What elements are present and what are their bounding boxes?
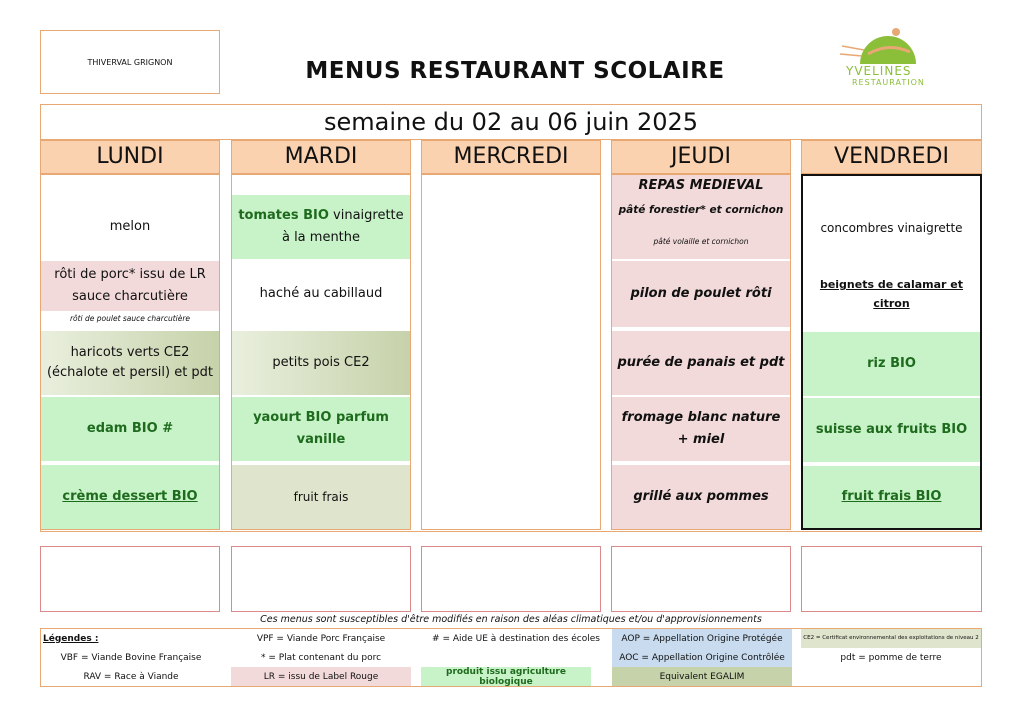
school-name-box (40, 30, 220, 94)
lundi-dessert: crème dessert BIO (41, 465, 219, 529)
day-header-mercredi: MERCREDI (421, 140, 601, 174)
lundi-plat: rôti de porc* issu de LR sauce charcutière (41, 261, 219, 311)
day-header-vendredi: VENDREDI (801, 140, 982, 174)
mardi-entree-rest: vinaigrette à la menthe (281, 207, 404, 245)
lundi-plat-alternative: rôti de poulet sauce charcutière (69, 313, 191, 323)
legend-ce2: CE2 = Certificat environnemental des exploitations de niveau 2 (801, 629, 981, 648)
vendredi-plat: beignets de calamar et citron (819, 278, 964, 310)
goûter-box-lundi (40, 546, 220, 612)
mardi-laitage: yaourt BIO parfum vanille (232, 397, 410, 461)
page-title: MENUS RESTAURANT SCOLAIRE (305, 58, 725, 84)
legend-egalim: Equivalent EGALIM (612, 667, 792, 686)
column-jeudi (611, 174, 791, 530)
vendredi-dessert: fruit frais BIO (803, 466, 980, 528)
column-lundi (40, 174, 220, 530)
jeudi-dessert: grillé aux pommes (612, 465, 790, 529)
goûter-box-mardi (231, 546, 411, 612)
vendredi-entree: concombres vinaigrette (820, 220, 963, 235)
jeudi-plat: pilon de poulet rôti (612, 261, 790, 327)
goûter-box-vendredi (801, 546, 982, 612)
jeudi-legume: purée de panais et pdt (612, 331, 790, 395)
disclaimer: Ces menus sont susceptibles d'être modifiés en raison des aléas climatiques et/ou d'approvisionnements (260, 614, 762, 625)
goûter-box-jeudi (611, 546, 791, 612)
jeudi-theme: REPAS MEDIEVAL (612, 175, 790, 197)
lundi-legume: haricots verts CE2 (échalote et persil) et pdt (41, 331, 219, 395)
legend-pdt: pdt = pomme de terre (840, 652, 942, 663)
day-header-lundi: LUNDI (40, 140, 220, 174)
goûter-box-mercredi (421, 546, 601, 612)
column-vendredi (801, 174, 982, 530)
legend-vpf: VPF = Viande Porc Française (256, 633, 386, 644)
legend-porc: * = Plat contenant du porc (260, 652, 382, 663)
legend-box (40, 628, 982, 687)
legend-aop: AOP = Appellation Origine Protégée (612, 629, 792, 648)
mardi-entree (232, 195, 410, 259)
mardi-dessert: fruit frais (232, 465, 410, 529)
logo-text-restauration: RESTAURATION (852, 78, 925, 87)
lundi-entree: melon (109, 218, 151, 234)
mardi-entree-bio: tomates BIO (238, 207, 329, 223)
vendredi-laitage: suisse aux fruits BIO (803, 398, 980, 462)
legend-title: Légendes : (43, 633, 99, 644)
week-title: semaine du 02 au 06 juin 2025 (40, 104, 982, 140)
logo-text-yvelines: YVELINES (846, 64, 912, 78)
logo-sun-icon (838, 24, 938, 68)
jeudi-entree: pâté forestier* et cornichon (612, 197, 790, 225)
school-name: THIVERVAL GRIGNON (87, 57, 173, 67)
legend-label-rouge: LR = issu de Label Rouge (231, 667, 411, 686)
legend-rav: RAV = Race à Viande (83, 671, 179, 682)
column-mardi (231, 174, 411, 530)
day-header-jeudi: JEUDI (611, 140, 791, 174)
day-header-mardi: MARDI (231, 140, 411, 174)
vendredi-feculent: riz BIO (803, 332, 980, 396)
legend-vbf: VBF = Viande Bovine Française (60, 652, 202, 663)
jeudi-laitage: fromage blanc nature + miel (612, 397, 790, 461)
yvelines-restauration-logo (838, 24, 938, 94)
lundi-fromage: edam BIO # (41, 397, 219, 461)
jeudi-entree-alternative: pâté volaille et cornichon (612, 225, 790, 259)
mardi-plat: haché au cabillaud (259, 285, 383, 301)
legend-bio: produit issu agriculture biologique (421, 667, 591, 686)
legend-aoc: AOC = Appellation Origine Contrôlée (612, 648, 792, 667)
column-mercredi (421, 174, 601, 530)
mardi-legume: petits pois CE2 (232, 331, 410, 395)
legend-aide-ue: # = Aide UE à destination des écoles (432, 633, 600, 644)
